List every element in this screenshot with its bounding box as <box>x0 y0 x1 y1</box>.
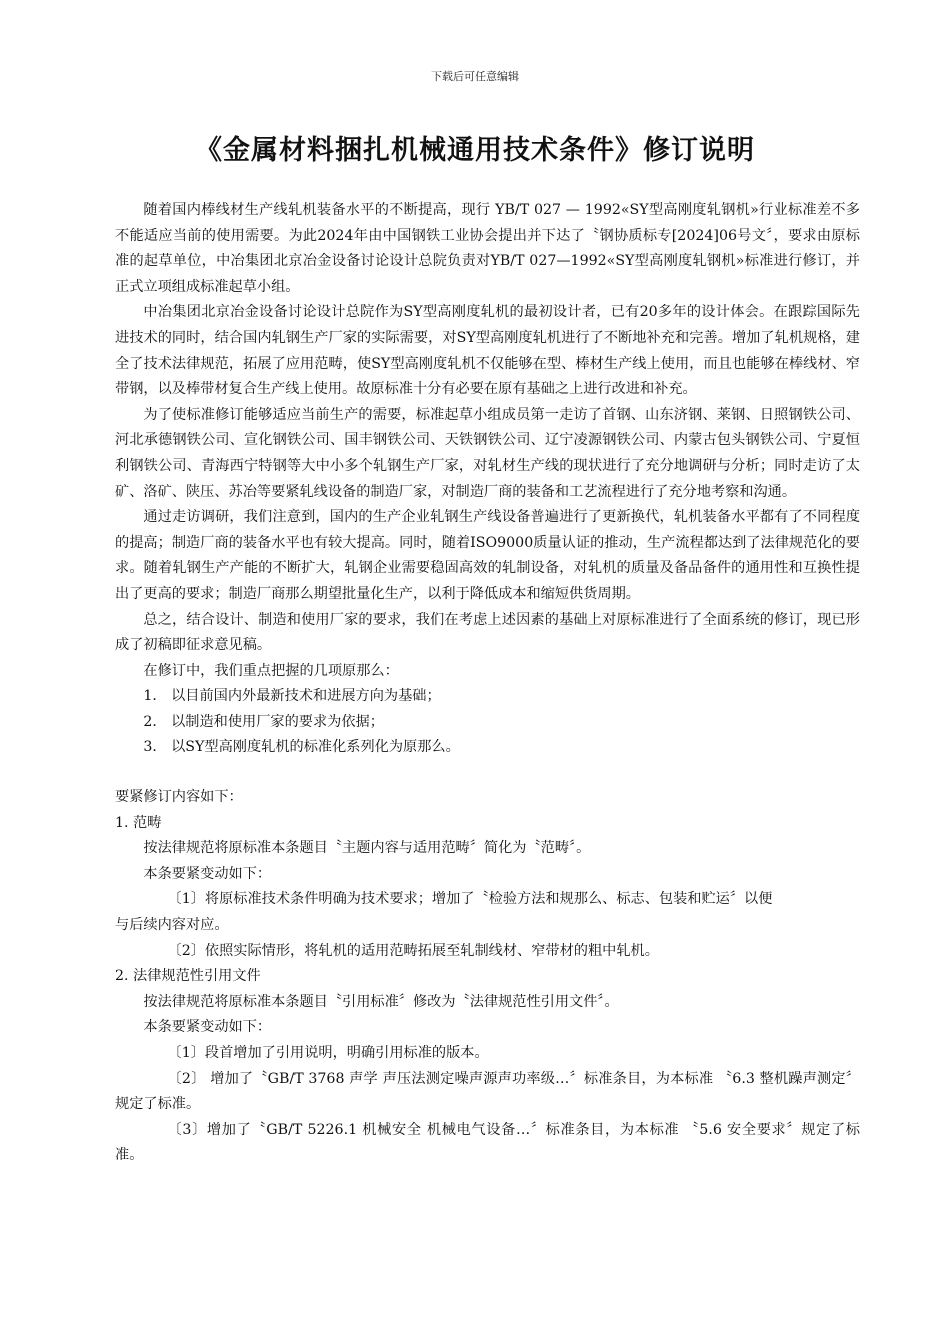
principles-intro: 在修订中，我们重点把握的几项原那么： <box>143 662 399 679</box>
principle-item: 2． 以制造和使用厂家的要求为依据； <box>143 713 384 730</box>
changes-label: 本条要紧变动如下： <box>143 865 272 882</box>
document-title: 《金属材料捆扎机械通用技术条件》修订说明 <box>195 135 755 166</box>
section-heading-scope: 1. 范畴 <box>115 814 162 831</box>
paragraph: 随着国内棒线材生产线轧机装备水平的不断提高，现行 YB/T 027 — 1992«SY型高刚度轧钢机»行业标准差不多不能适应当前的使用需要。为此2024年由中国钢铁工业协会提出并下达了〝钢协质标专[2024]06号文〞，要求由原标准的起草单位，中冶集团北京冶金设备讨论设计总院负责对YB/T 027—1992«SY型高刚度轧钢机»标准进行修订，并正式立项组成标准起草小组。 <box>115 202 860 295</box>
section-note: 按法律规范将原标准本条题目〝主题内容与适用范畴〞简化为〝范畴〞。 <box>143 840 591 857</box>
paragraph: 中冶集团北京冶金设备讨论设计总院作为SY型高刚度轧机的最初设计者，已有20多年的设计体会。在跟踪国际先进技术的同时，结合国内轧钢生产厂家的实际需要，对SY型高刚度轧机进行了不断地补充和完善。增加了轧机规格，建全了技术法律规范，拓展了应用范畴，使SY型高刚度轧机不仅能够在型、棒材生产线上使用，而且也能够在棒线材、窄带钢，以及棒带材复合生产线上使用。故原标准十分有必要在原有基础之上进行改进和补充。 <box>115 304 860 398</box>
change-item: 〔1〕将原标准技术条件明确为技术要求；增加了〝检验方法和规那么、标志、包装和贮运〞以便 <box>167 891 773 908</box>
section-note: 按法律规范将原标准本条题目〝引用标准〞修改为〝法律规范性引用文件〞。 <box>143 993 619 1010</box>
change-item: 〔2〕依照实际情形，将轧机的适用范畴拓展至轧制线材、窄带材的粗中轧机。 <box>167 942 659 959</box>
change-item: 〔1〕段首增加了引用说明，明确引用标准的版本。 <box>167 1045 489 1061</box>
principle-item: 3． 以SY型高刚度轧机的标准化系列化为原那么。 <box>143 739 460 756</box>
change-item: 〔2〕 增加了〝GB/T 3768 声学 声压法测定噪声源声功率级…〞标准条目，为本标准 〝6.3 整机躁声测定〞规定了标准。 <box>115 1070 860 1113</box>
changes-label: 本条要紧变动如下： <box>143 1019 272 1036</box>
change-item: 〔3〕增加了〝GB/T 5226.1 机械安全 机械电气设备…〞标准条目，为本标准 〝5.6 安全要求〞规定了标准。 <box>115 1121 860 1164</box>
change-item-continued: 与后续内容对应。 <box>115 917 229 934</box>
document-body <box>115 198 860 1169</box>
changes-intro: 要紧修订内容如下： <box>115 789 243 806</box>
principle-item: 1． 以目前国内外最新技术和进展方向为基础； <box>143 688 441 705</box>
page-header: 下载后可任意编辑 <box>431 70 519 83</box>
section-heading-references: 2. 法律规范性引用文件 <box>115 968 261 985</box>
paragraph: 为了使标准修订能够适应当前生产的需要，标准起草小组成员第一走访了首钢、山东济钢、莱钢、日照钢铁公司、河北承德钢铁公司、宣化钢铁公司、国丰钢铁公司、天铁钢铁公司、辽宁凌源钢铁公司、内蒙古包头钢铁公司、宁夏恒利钢铁公司、青海西宁特钢等大中小多个轧钢生产厂家，对轧材生产线的现状进行了充分地调研与分析；同时走访了太矿、洛矿、陕压、苏冶等要紧轧线设备的制造厂家，对制造厂商的装备和工艺流程进行了充分地考察和沟通。 <box>115 406 860 500</box>
paragraph: 总之，结合设计、制造和使用厂家的要求，我们在考虑上述因素的基础上对原标准进行了全面系统的修订，现已形成了初稿即征求意见稿。 <box>115 611 860 654</box>
paragraph: 通过走访调研，我们注意到，国内的生产企业轧钢生产线设备普遍进行了更新换代，轧机装备水平都有了不同程度的提高；制造厂商的装备水平也有较大提高。同时，随着ISO9000质量认证的推动，生产流程都达到了法律规范化的要求。随着轧钢生产产能的不断扩大，轧钢企业需要稳固高效的轧制设备，对轧机的质量及备品备件的通用性和互换性提出了更高的要求；制造厂商那么期望批量化生产，以利于降低成本和缩短供货周期。 <box>115 509 860 602</box>
